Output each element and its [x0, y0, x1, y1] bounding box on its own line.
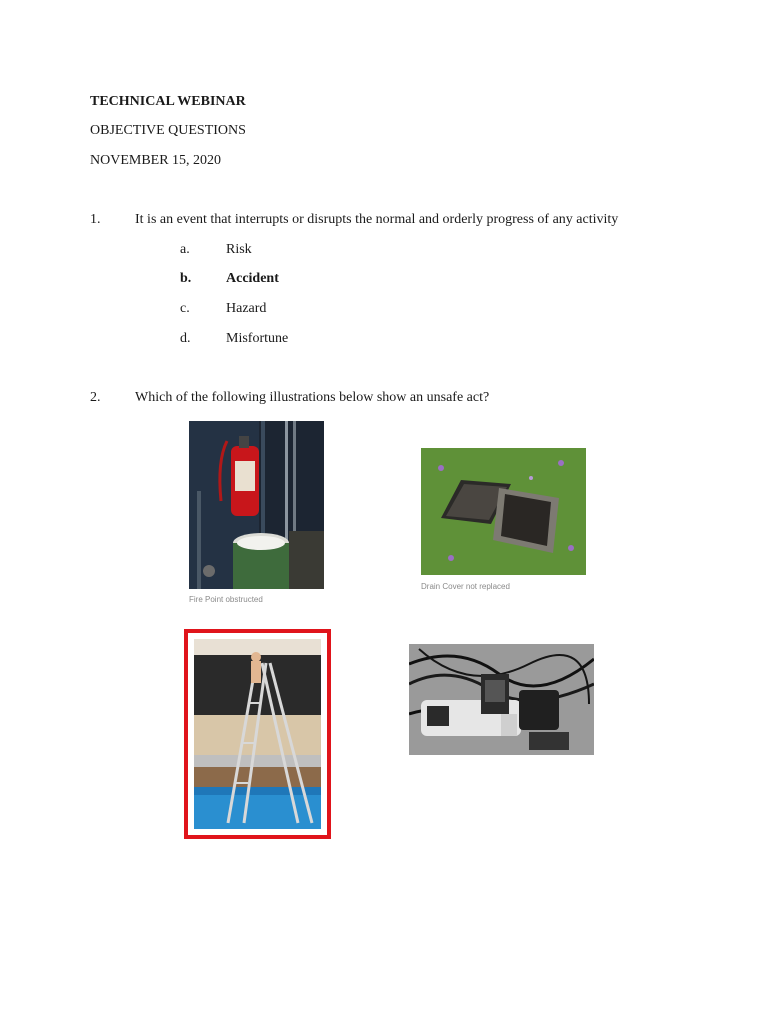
option-d-label: Misfortune — [226, 331, 289, 346]
fire-extinguisher-icon — [189, 421, 324, 589]
fire-extinguisher-photo — [189, 421, 324, 589]
ladder-pool-icon — [188, 633, 327, 835]
option-c-label: Hazard — [226, 301, 267, 316]
option-c-letter: c. — [180, 301, 190, 316]
document-title: TECHNICAL WEBINAR — [90, 94, 246, 109]
image-2-caption: Drain Cover not replaced — [421, 582, 510, 591]
overloaded-socket-icon — [409, 644, 594, 755]
document-date: NOVEMBER 15, 2020 — [90, 153, 222, 168]
overloaded-socket-photo — [409, 644, 594, 755]
question-2-text: Which of the following illustrations below show an unsafe act? — [135, 390, 490, 405]
open-drain-photo — [421, 448, 586, 575]
open-drain-icon — [421, 448, 586, 575]
option-a-label: Risk — [226, 242, 252, 257]
option-d-letter: d. — [180, 331, 191, 346]
question-1-number: 1. — [90, 212, 101, 227]
option-b-letter: b. — [180, 271, 192, 286]
document-subtitle: OBJECTIVE QUESTIONS — [90, 123, 246, 138]
image-1-caption: Fire Point obstructed — [189, 595, 263, 604]
question-2-number: 2. — [90, 390, 101, 405]
question-1-text: It is an event that interrupts or disrupts the normal and orderly progress of any activity — [135, 212, 619, 227]
option-a-letter: a. — [180, 242, 190, 257]
option-b-label: Accident — [226, 271, 279, 286]
ladder-in-pool-photo[interactable] — [184, 629, 331, 839]
